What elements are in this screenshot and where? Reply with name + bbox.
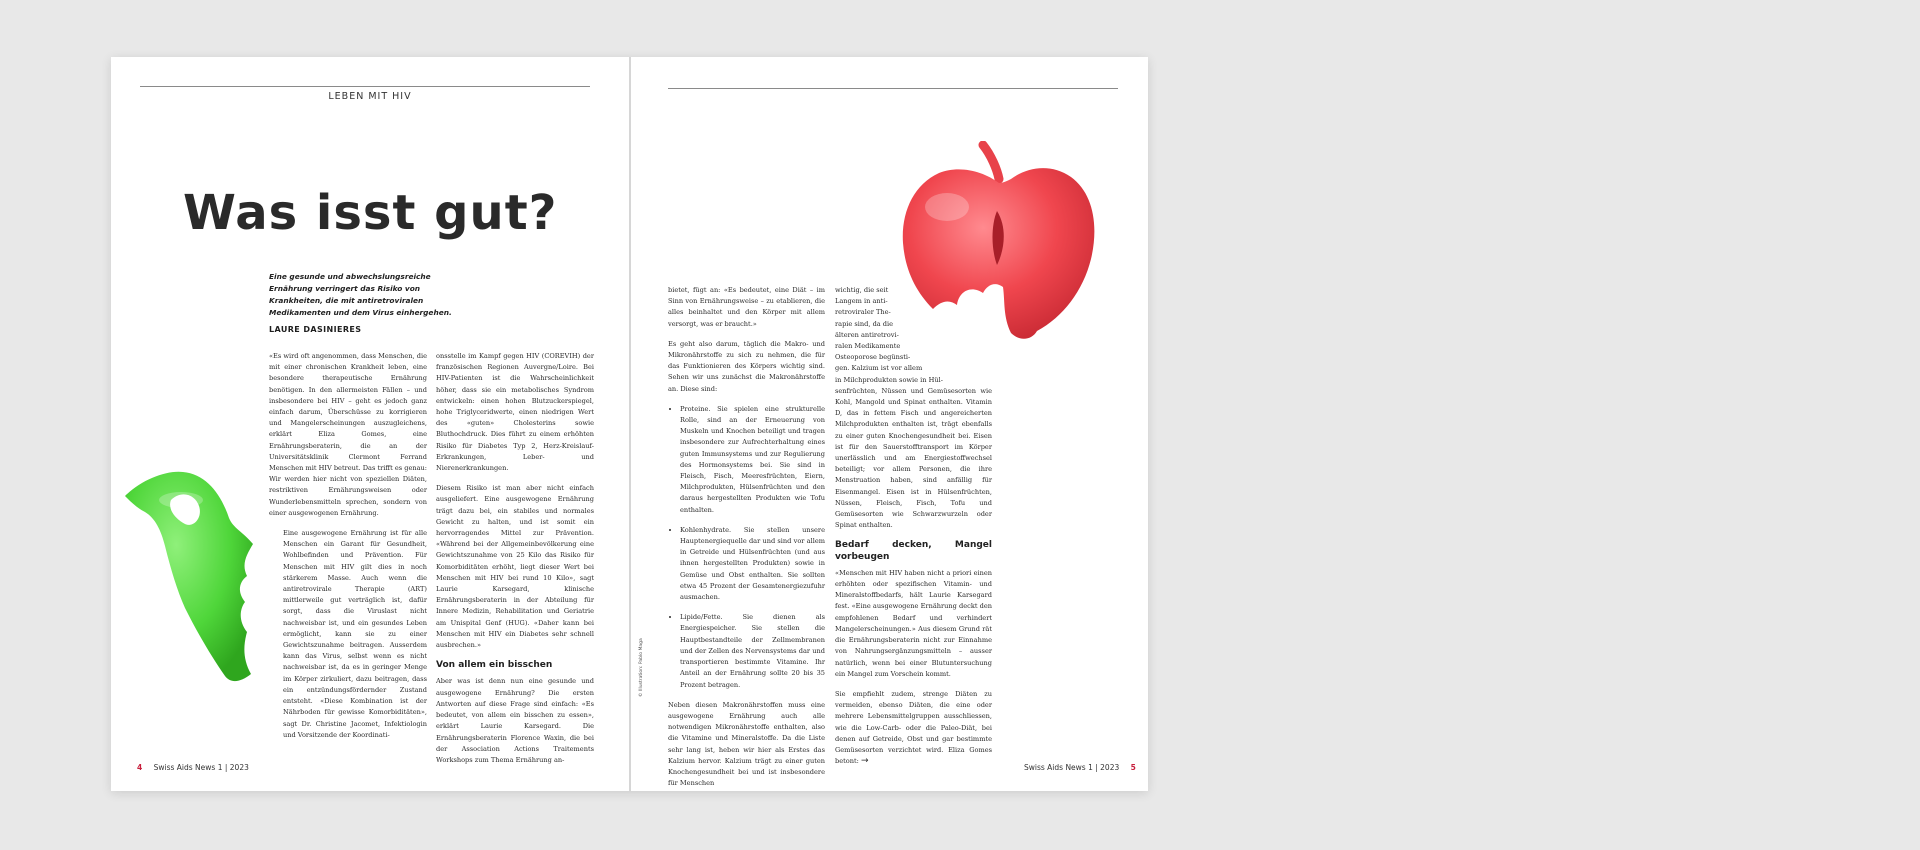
article-author: LAURE DASINIERES — [269, 325, 362, 334]
text-line: älteren antiretrovi- — [835, 330, 899, 339]
macronutrient-list — [668, 404, 825, 691]
wrapped-lines — [835, 285, 992, 386]
folio-publication: Swiss Aids News 1 | 2023 — [153, 763, 249, 772]
list-item: • Kohlenhydrate. Sie stellen unsere Hauptenergiequelle dar und sind vor allem in Getreide und Hülsenfrüchten (und aus ihnen hergestellten Produkten) sowie in Gemüse und Obst enthalten. Sie sollten etwa 45 Prozent der Gesamtenergiezufuhr ausmachen. — [680, 525, 825, 603]
text-line: Langem in anti- — [835, 297, 888, 306]
continue-arrow-icon: → — [860, 756, 869, 767]
paragraph: onsstelle im Kampf gegen HIV (COREVIH) der französischen Regionen Auvergne/Loire. Bei HIV-Patienten ist die Wahrscheinlichkeit höher, dass sie ein metabolisches Syndrom entwickeln: einen hohen Blutzuckerspiegel, hohe Triglyceridwerte, einen niedrigen Wert des «guten» Cholesterins sowie Bluthochdruck. Dies führt zu einem erhöhten Risiko für Diabetes Typ 2, Herz-Kreislauf-Erkrankungen, Leber- und Nierenerkrankungen. — [436, 352, 594, 473]
right-column-2 — [835, 285, 992, 776]
right-page — [631, 57, 1148, 791]
paragraph-text: Sie empfiehlt zudem, strenge Diäten zu vermeiden, ebenso Diäten, die eine oder mehrere Lebensmittelgruppen ausschliessen, wie die Low-Carb- oder die Paleo-Diät, bei denen auf Getreide, Obst und gar bestimmte Gemüsesorten verzichtet wird. Eliza Gomes betont: — [835, 689, 992, 766]
text-line: gen. Kalzium ist vor allem — [835, 364, 923, 373]
right-folio — [1024, 763, 1145, 772]
text-line: rapie sind, da die — [835, 319, 894, 328]
paragraph: senfrüchten, Nüssen und Gemüsesorten wie Kohl, Mangold und Spinat enthalten. Vitamin D, das in fettem Fisch und angereicherten Milchprodukten enthalten ist, trägt ebenfalls zu einer guten Knochengesundheit bei. Eisen ist für den Sauerstofftransport im Körper unerlässlich und am Energiestoffwechsel beteiligt; vor allem Personen, die ihre Menstruation haben, sind anfällig für Eisenmangel. Eisen ist in Hülsenfrüchten, Nüssen, Fleisch, Fisch, Tofu und Gemüsesorten wie Schwarzwurzeln oder Spinat enthalten. — [835, 386, 992, 530]
article-lead: Eine gesunde und abwechslungsreiche Ernährung verringert das Risiko von Krankheiten, die mit antiretroviralen Medikamenten und dem Virus einhergehen. — [269, 272, 452, 317]
paragraph — [835, 689, 992, 767]
paragraph: Diesem Risiko ist man aber nicht einfach ausgeliefert. Eine ausgewogene Ernährung trägt dazu bei, ein stabiles und normales Gewicht zu halten, und ist somit ein hervorragendes Mittel zur Prävention. «Während bei der Allgemeinbevölkerung eine Gewichtszunahme von 25 Kilo das Risiko für Komorbiditäten erhöht, liegt dieser Wert bei Menschen mit HIV bei rund 10 Kilo», sagt Laurie Karsegard, klinische Ernährungsberaterin in der Abteilung für Innere Medizin, Rehabilitation und Geriatrie am Unispital Genf (HUG). «Daher kann bei Menschen mit HIV ein Diabetes sehr schnell ausbrechen.» — [436, 484, 594, 650]
subheading: Bedarf decken, Mangel vorbeugen — [835, 540, 992, 562]
paragraph: «Es wird oft angenommen, dass Menschen, die mit einer chronischen Krankheit leben, eine besondere therapeutische Ernährung benötigen. In den allermeisten Fällen – und insbesondere bei HIV – geht es jedoch ganz einfach darum, Überschüsse zu korrigieren und Mangelerscheinungen auszugleichens, erklärt Eliza Gomes, eine Ernährungsberaterin, die an der Universitätsklinik Clermont Ferrand Menschen mit HIV betreut. Das trifft es genau: Wir werden hier nicht von speziellen Diäten, restriktiven Ernährungsweisen oder Wunderlebensmitteln sprechen, sondern von einer ausgewogenen Ernährung. — [269, 352, 427, 517]
article-title: Was isst gut? — [183, 185, 558, 241]
text-line: retroviraler The- — [835, 308, 891, 317]
page-number: 5 — [1130, 763, 1136, 772]
text-line: Osteoporose begünsti- — [835, 353, 911, 362]
left-column-1 — [269, 351, 427, 750]
list-item: • Lipide/Fette. Sie dienen als Energiespeicher. Sie stellen die Hauptbestandteile der Zellmembranen und der Zellen des Nervensystems dar und transportieren bestimmte Vitamine. Ihr Anteil an der Ernährung sollte 20 bis 35 Prozent betragen. — [680, 612, 825, 690]
paragraph: Neben diesen Makronährstoffen muss eine ausgewogene Ernährung auch alle notwendigen Mikronährstoffe enthalten, also die Vitamine und Mineralstoffe. Da die Liste sehr lang ist, heben wir hier als Erstes das Kalzium hervor. Kalzium trägt zu einer guten Knochengesundheit bei und ist insbesondere für Menschen — [668, 700, 825, 788]
paragraph: Eine ausgewogene Ernährung ist für alle Menschen ein Garant für Gesundheit, Wohlbefinden und Prävention. Für Menschen mit HIV gilt dies in noch stärkerem Masse. Auch wenn die antiretrovirale Therapie (ART) mittlerweile gut verträglich ist, dafür sorgt, dass die Viruslast nicht nachweisbar ist, und ein gesundes Leben ermöglicht, kann sie zu einer Gewichtszunahme beitragen. Ausserdem kann das Virus, selbst wenn es nicht nachweisbar ist, da es in geringer Menge im Körper zirkuliert, dazu beitragen, dass ein entzündungsfördernder Zustand entsteht. «Diese Kombination ist der Nährboden für gewisse Komorbiditäten», sagt Dr. Christine Jacomet, Infektiologin und Vorsitzende der Koordinati- — [283, 529, 427, 739]
left-column-2 — [436, 351, 594, 775]
left-folio — [128, 763, 249, 772]
text-line: in Milchprodukten sowie in Hül- — [835, 375, 943, 384]
paragraph: bietet, fügt an: «Es bedeutet, eine Diät – im Sinn von Ernährungsweise – zu etablieren, die alles beinhaltet und den Körper mit allem versorgt, was er braucht.» — [668, 286, 825, 328]
section-kicker: LEBEN MIT HIV — [328, 91, 412, 102]
paragraph: Es geht also darum, täglich die Makro- und Mikronährstoffe zu sich zu nehmen, die für das Funktionieren des Körpers wichtig sind. Sehen wir uns zunächst die Makronährstoffe an. Diese sind: — [668, 339, 825, 393]
text-line: ralen Medikamente — [835, 342, 901, 351]
header-rule — [140, 86, 590, 87]
paragraph: Aber was ist denn nun eine gesunde und ausgewogene Ernährung? Die ersten Antworten auf diese Frage sind einfach: «Es bedeutet, von allem ein bisschen zu essen», erklärt Laurie Karsegard. Die Ernährungsberaterin Florence Waxin, die bei der Association Actions Traitements Workshops zum Thema Ernährung an- — [436, 677, 594, 764]
folio-publication: Swiss Aids News 1 | 2023 — [1024, 763, 1120, 772]
page-number: 4 — [137, 763, 143, 772]
subheading: Von allem ein bisschen — [436, 660, 553, 671]
magazine-spread — [111, 57, 1148, 791]
header-rule — [668, 88, 1118, 89]
right-column-1 — [668, 285, 825, 791]
illustration-credit: © Illustration: Pablo Maga — [639, 638, 644, 697]
list-item: • Proteine. Sie spielen eine strukturelle Rolle, sind an der Erneuerung von Muskeln und Knochen beteiligt und tragen insbesondere zur Aufrechterhaltung eines guten Immunsystems und zur Regulierung des Hormonsystems bei. Sie sind in Fleisch, Fisch, Meeresfrüchten, Eiern, Milchprodukten, Hülsenfrüchten und den daraus hergestellten Produkten wie Tofu enthalten. — [680, 404, 825, 516]
paragraph: «Menschen mit HIV haben nicht a priori einen erhöhten oder spezifischen Vitamin- und Mineralstoffbedarfs, hält Laurie Karsegard fest. «Eine ausgewogene Ernährung deckt den empfohlenen Bedarf und verhindert Mangelerscheinungen.» Aus diesem Grund rät die Ernährungsberaterin nicht zur Einnahme von Nahrungsergänzungsmitteln – ausser natürlich, wenn bei einer Blutuntersuchung ein Mangel zum Vorschein kommt. — [835, 568, 992, 678]
left-page — [111, 57, 629, 791]
text-line: wichtig, die seit — [835, 286, 889, 294]
